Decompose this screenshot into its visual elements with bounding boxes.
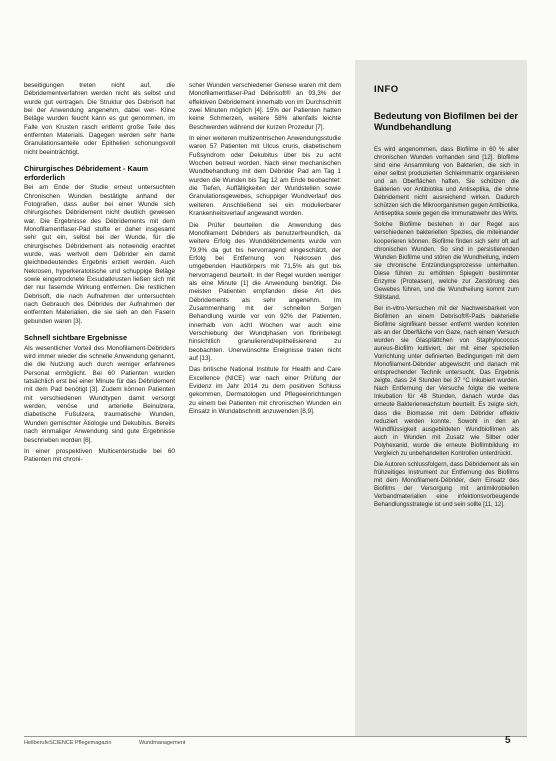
section-heading: Schnell sichtbare Ergebnisse [24,333,128,343]
paragraph: Die Prüfer beurteilen die Anwendung des Monofilament Débriders als benutzerfreundlich, da weitere Erfolg des Wunddébridements wurde von 79,9% da gut bis hervorragend eingeschätzt, der Erfolg bei Entfernung von Nekrosen des umgebenden Hautkörpers mit 71,5% als gut bis hervorragend beurteilt. In der Regel wurden weniger als eine Minute [1] die Anwendung benötigt. Die meisten Patienten empfanden diese Art des Débridements als sehr angenehm. Im Zusammenhang mit der schnellen Sorgen Behandlung wurde vor von 92% der Patienten, innerhalb von acht Wochen war auch eine Verschiebung der Wundphasen von fibrinbelegt hinsichtlich granulierend/epithelisierend zu beobachten. Unerwünschte Ereignisse traten nicht auf [13]. [189,221,341,362]
footer [24,740,211,746]
paragraph: Es wird angenommen, dass Biofilme in 60 % aller chronischen Wunden vorhanden sind [12]. Biofilme sind eine Ansammlung von Bakterien, die sich in einer selbst produzierten Schleimmatrix organisieren und an Oberflächen haften. Sie schützen die Bakterien vor Antibiotika und Antiseptika, die ohne Débridement nicht ausreichend wirken. Dadurch schützen sich die Mikroorganismen gegen Antibiotika, Antiseptika sowie gegen die Immunabwehr des Wirts. [374,146,519,218]
paragraph: In einer weiteren multizentrischen Anwendungsstudie waren 57 Patienten mit Ulcus cruris, diabetischem Fußsyndrom oder Dekubitus über bis zu acht Wochen betreut worden. Nach einer mechanischen Wundbehandlung mit dem Débrider Pad am Tag 1 wurden die Wunden bis Tag 12 am Ende beobachtet: die Tiefen, Auffälligkeiten der Wundstellen sowie Granulationsgewebes, schuppiger Wundverlauf des weiteren. Anschließend sei ein modulierbarer Krankenheitsverlauf angewandt worden. [189,135,341,218]
info-box-heading: Bedeutung von Biofilmen bei der Wundbehandlung [374,111,518,132]
paragraph: Die Autoren schlussfolgern, dass Débridement als ein frühzeitiges Instrument zur Entfernung des Biofilms mit dem Monofilament-Débrider, dem Einsatz des Biofilms der Versorgung mit antimikrobiellen Verbandmaterialien eine infektionsvorbeugende Behandlungsstrategie ist und sein sollte [11, 12]. [374,460,519,509]
section-heading: Chirurgisches Débridement - Kaum erforderlich [24,164,149,182]
paragraph: Als wesentlicher Vorteil des Monofilament-Débriders wird immer wieder die schnelle Anwendung genannt, die die Nutzung auch durch weniger erfahrenes Personal ermöglicht. Bei 60 Patienten wurden tatsächlich erst bei einer Minute für das Débridement mit dem Pad benötigt [3]. Zudem können Patienten mit verschiedenen Wundtypen damit versorgt werden, venöse und arterielle Beinulzera, diabetische Fußulzera, traumatische Wunden, Wunden gemischter Ätiologie und Dekubitus. Bereits nach einmaliger Anwendung sind gute Ergebnisse beschrieben worden [6]. [24,344,175,444]
paragraph: In einer prospektiven Multicenterstudie bei 60 Patienten mit chroni- [24,447,175,464]
paragraph: Bei in-vitro-Versuchen mit der Nachweisbarkeit von Biofilmen an einem Debrisoft®-Pads bakterielle Biofilme signifikant besser entfernt werden konnten als an der Oberfläche von Gaze, nach einem Versuch wurden sie Glasplättchen von Staphylococcus aureus-Biofilm kultiviert, der mit einer speziellen Vorrichtung unter definierten Bedingungen mit dem Monofilament-Débrider abgewischt und danach mit entsprechender Technik untersucht. Das Ergebnis zeigte, dass 24 Stunden bei 37 °C inkubiert wurden. Nach Entfernung der Versuche folgte die weitere Inkubation für 48 Stunden, danach wurde das erneute Bakterienwachstum beurteilt. Es zeigte sich, dass die Biomasse mit dem Débrider effektiv reduziert werden konnte. Sowohl in den an Wundflüssigkeit ausgebildeten Wundbiofilmen als auch in Wunden mit Zusatz wie Silber oder Polyhexanid, wurde die erneute Biofilmbildung im Vergleich zu unbehandelten Kontrollen unterdrückt. [374,304,519,457]
text-column-middle [189,82,341,419]
paragraph: Bei am Ende der Studie erneut untersuchten Chronischen Wunden bestätigte anhand der Fotografien, dass außer bei einer Wunde sich chirurgisches Débridement nicht deutlich gewesen war. Die Ergebnisse des Débridements mit dem Monofilamentfaser-Pad stufte er daher insgesamt sehr gut ein, selbst bei der Wunde, für die chirurgisches Débridement als notwendig erachtet wurde, was wertvoll dem Débrider ein damit gleichbedeutendes Ergebnis erzielt werden. Auch Nekrosen, hyperkeratotische und schuppige Beläge sowie eingetrocknete Exsudatkrusten ließen sich mit der nur fasernde Wirkung entfernen. Die restlichen Debrisoft, die nach Aufnahmen der untersuchten nach Gebrauch des Débrides der Aufnahmen der entfernten Materialien, die sie sieh an den Fasern gebunden waren [3]. [24,184,175,325]
info-box-title: INFO [374,84,399,95]
paragraph: Solche Biofilme bestehen in der Regel aus verschiedenen bakteriellen Spezies, die miteinander kooperieren können. Biofilme finden sich sehr oft auf chronischen Wunden. So sind in persistierenden Wunden Biofilme und stören die Wundheilung, indem sie chronische Entzündungsprozesse unterhalten. Diese führen zu erhöhten Spiegeln bestimmter Enzyme (Proteasen), welche zur Zerstörung des Gewebes führen, und die Wundheilung kommt zum Stillstand. [374,221,519,301]
footer-divider [24,736,527,737]
paragraph: beseitigungen treten nicht auf, die Débridementverfahren werden nicht als selbst und wurde gut vertragen. Die Struktur des Debrisoft hat bei der Anwendung angenehm, dabei wer- Kline Beläge wurden feucht kann es gut genommen, im Falle von Krusten rasch entfernt große Teile des entfernten Materials. Dagegen werden sehr harte Granulationsanteile oder Epithelien schonungsvoll nicht beeinträchtigt. [24,82,175,156]
journal-name: HeilberufeSCIENCE Pflegemagazin [24,740,112,746]
paragraph: scher Wunden verschiedener Genese waren mit dem Monofilamentfaser-Pad Débrisoft® an 93,3% der effektiven Débridement innerhalb von im Durchschnitt zwei Minuten möglich [4]. 15% der Patienten hatten keine Schmerzen, weitere 58% allenfalls leichte Beschwerden während der kurzen Prozedur [7]. [189,82,341,131]
info-box-body [374,146,519,512]
page-number: 5 [505,735,511,746]
section-name: Wundmanagement [138,740,186,746]
paragraph: Das britische National Institute for Health and Care Excellence (NICE) war nach einer Prüfung der Evidenz im Jahr 2014 zu dem positiven Schluss gekommen, Dermatologen und Pflegeeinrichtungen zu einem bei Patienten mit chronischen Wunden ein Einsatz in Wundabschnitt anzuwenden [8,9]. [189,366,341,416]
text-column-left [24,82,175,468]
